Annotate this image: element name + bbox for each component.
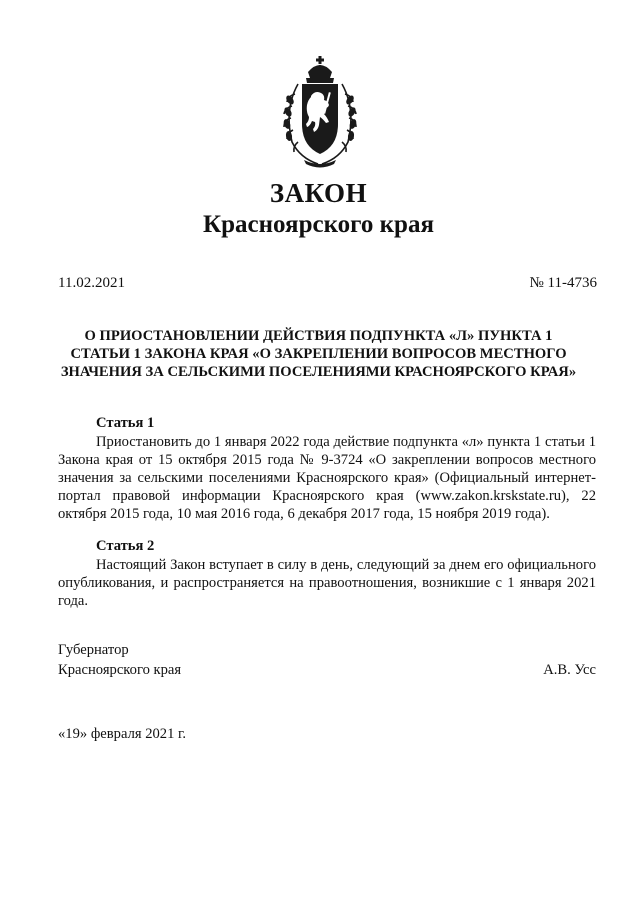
law-date: 11.02.2021 xyxy=(58,275,125,291)
article-1 xyxy=(58,414,596,523)
signature-block xyxy=(58,640,596,680)
law-subtitle: Красноярского края xyxy=(203,211,434,238)
article-body: Настоящий Закон вступает в силу в день, следующий за днем его официального опубликования, и распространяется на правоотношения, возникшие с 1 января 2021 года. xyxy=(58,557,596,609)
law-heading xyxy=(40,327,597,381)
signer-position: Губернатор xyxy=(58,642,129,658)
coat-of-arms-icon xyxy=(278,54,362,172)
heading-line: О ПРИОСТАНОВЛЕНИИ ДЕЙСТВИЯ ПОДПУНКТА «Л» ПУНКТА 1 xyxy=(84,328,553,344)
signed-date: «19» февраля 2021 г. xyxy=(58,726,187,742)
signer-region: Красноярского края xyxy=(58,662,182,678)
law-title: ЗАКОН xyxy=(269,178,368,208)
article-title: Статья 1 xyxy=(96,415,155,431)
heading-line: СТАТЬИ 1 ЗАКОНА КРАЯ «О ЗАКРЕПЛЕНИИ ВОПРОСОВ МЕСТНОГО xyxy=(70,346,567,362)
law-number: № 11-4736 xyxy=(529,275,597,291)
article-body: Приостановить до 1 января 2022 года действие подпункта «л» пункта 1 статьи 1 Закона края от 15 октября 2015 года № 9-3724 «О закреплении вопросов местного значения за сельскими поселениями Красноярского края» (Официальный интернет-портал правовой информации Красноярского края (www.zakon.krskstate.ru), 22 октября 2015 года, 10 мая 2016 года, 6 декабря 2017 года, 15 ноября 2019 года). xyxy=(58,434,596,522)
signer-name: А.В. Усс xyxy=(543,662,596,678)
heading-line: ЗНАЧЕНИЯ ЗА СЕЛЬСКИМИ ПОСЕЛЕНИЯМИ КРАСНОЯРСКОГО КРАЯ» xyxy=(60,364,577,380)
article-title: Статья 2 xyxy=(96,538,155,554)
article-2 xyxy=(58,537,596,610)
